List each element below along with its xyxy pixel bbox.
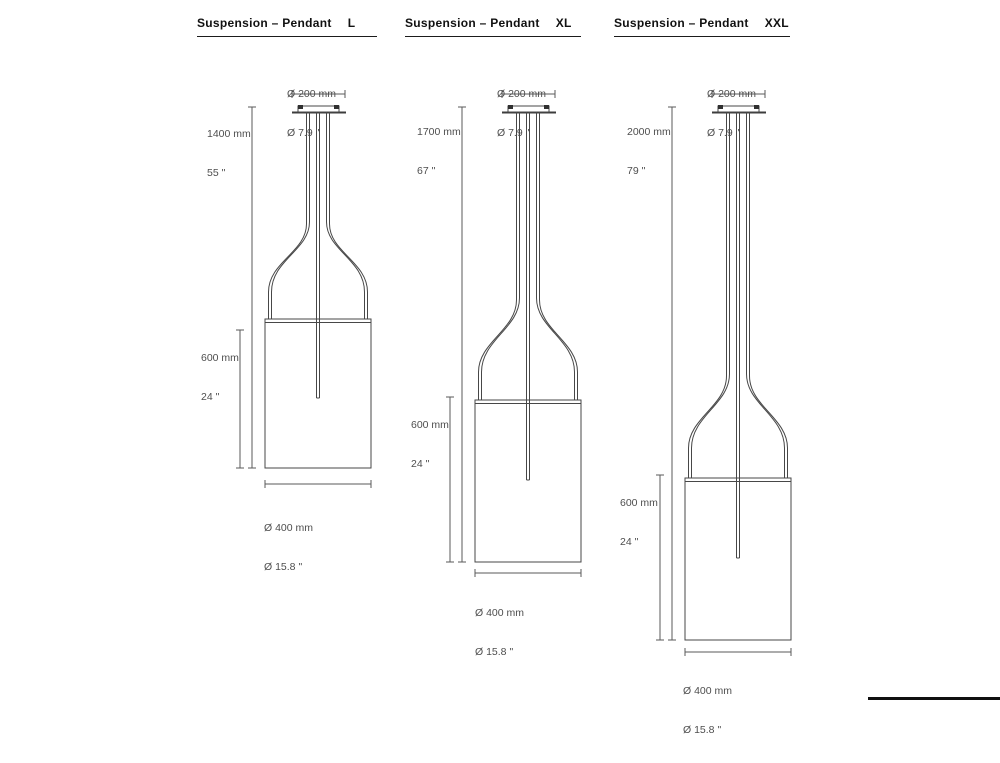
shade-height-label-xxl bbox=[620, 471, 658, 575]
shade-diameter-mm: Ø 400 mm bbox=[475, 607, 525, 619]
drawing-title-xxl bbox=[614, 16, 789, 30]
overall-height-in: 67 " bbox=[417, 165, 436, 177]
shade-diameter-mm: Ø 400 mm bbox=[264, 522, 314, 534]
shade-diameter-in: Ø 15.8 " bbox=[475, 646, 514, 658]
lamp-drawing-xxl bbox=[656, 90, 791, 656]
shade-height-in: 24 " bbox=[201, 391, 220, 403]
canopy-diameter-label-xxl bbox=[707, 62, 756, 166]
shade-diameter-label-l bbox=[264, 496, 313, 600]
shade-diameter-in: Ø 15.8 " bbox=[264, 561, 303, 573]
drawing-title-l bbox=[197, 16, 355, 30]
canopy-diameter-in: Ø 7.9 " bbox=[497, 127, 530, 139]
size-label: L bbox=[347, 16, 356, 30]
overall-height-label-xxl bbox=[627, 100, 671, 204]
canopy-diameter-label-l bbox=[287, 62, 336, 166]
overall-height-in: 55 " bbox=[207, 167, 226, 179]
title-text: Suspension – Pendant bbox=[405, 16, 540, 30]
drawing-title-xl bbox=[405, 16, 572, 30]
canopy-diameter-mm: Ø 200 mm bbox=[287, 88, 337, 100]
shade-diameter-label-xxl bbox=[683, 659, 732, 763]
shade-height-in: 24 " bbox=[411, 458, 430, 470]
title-rule-xl bbox=[405, 36, 581, 37]
title-text: Suspension – Pendant bbox=[197, 16, 332, 30]
canopy-diameter-mm: Ø 200 mm bbox=[497, 88, 547, 100]
shade-diameter-label-xl bbox=[475, 581, 524, 685]
title-rule-xxl bbox=[614, 36, 790, 37]
canopy-diameter-in: Ø 7.9 " bbox=[707, 127, 740, 139]
shade-height-in: 24 " bbox=[620, 536, 639, 548]
shade-height-mm: 600 mm bbox=[201, 352, 239, 364]
title-text: Suspension – Pendant bbox=[614, 16, 749, 30]
title-rule-l bbox=[197, 36, 377, 37]
size-label: XL bbox=[555, 16, 572, 30]
overall-height-mm: 1400 mm bbox=[207, 128, 251, 140]
canopy-diameter-mm: Ø 200 mm bbox=[707, 88, 757, 100]
overall-height-mm: 1700 mm bbox=[417, 126, 461, 138]
shade-height-label-l bbox=[201, 326, 239, 430]
canopy-diameter-in: Ø 7.9 " bbox=[287, 127, 320, 139]
overall-height-in: 79 " bbox=[627, 165, 646, 177]
shade-height-mm: 600 mm bbox=[620, 497, 658, 509]
canopy-diameter-label-xl bbox=[497, 62, 546, 166]
shade-diameter-mm: Ø 400 mm bbox=[683, 685, 733, 697]
overall-height-label-l bbox=[207, 102, 251, 206]
shade-height-label-xl bbox=[411, 393, 449, 497]
shade-diameter-in: Ø 15.8 " bbox=[683, 724, 722, 736]
size-label: XXL bbox=[764, 16, 789, 30]
overall-height-label-xl bbox=[417, 100, 461, 204]
shade-height-mm: 600 mm bbox=[411, 419, 449, 431]
page-edge-rule bbox=[868, 697, 1000, 700]
overall-height-mm: 2000 mm bbox=[627, 126, 671, 138]
